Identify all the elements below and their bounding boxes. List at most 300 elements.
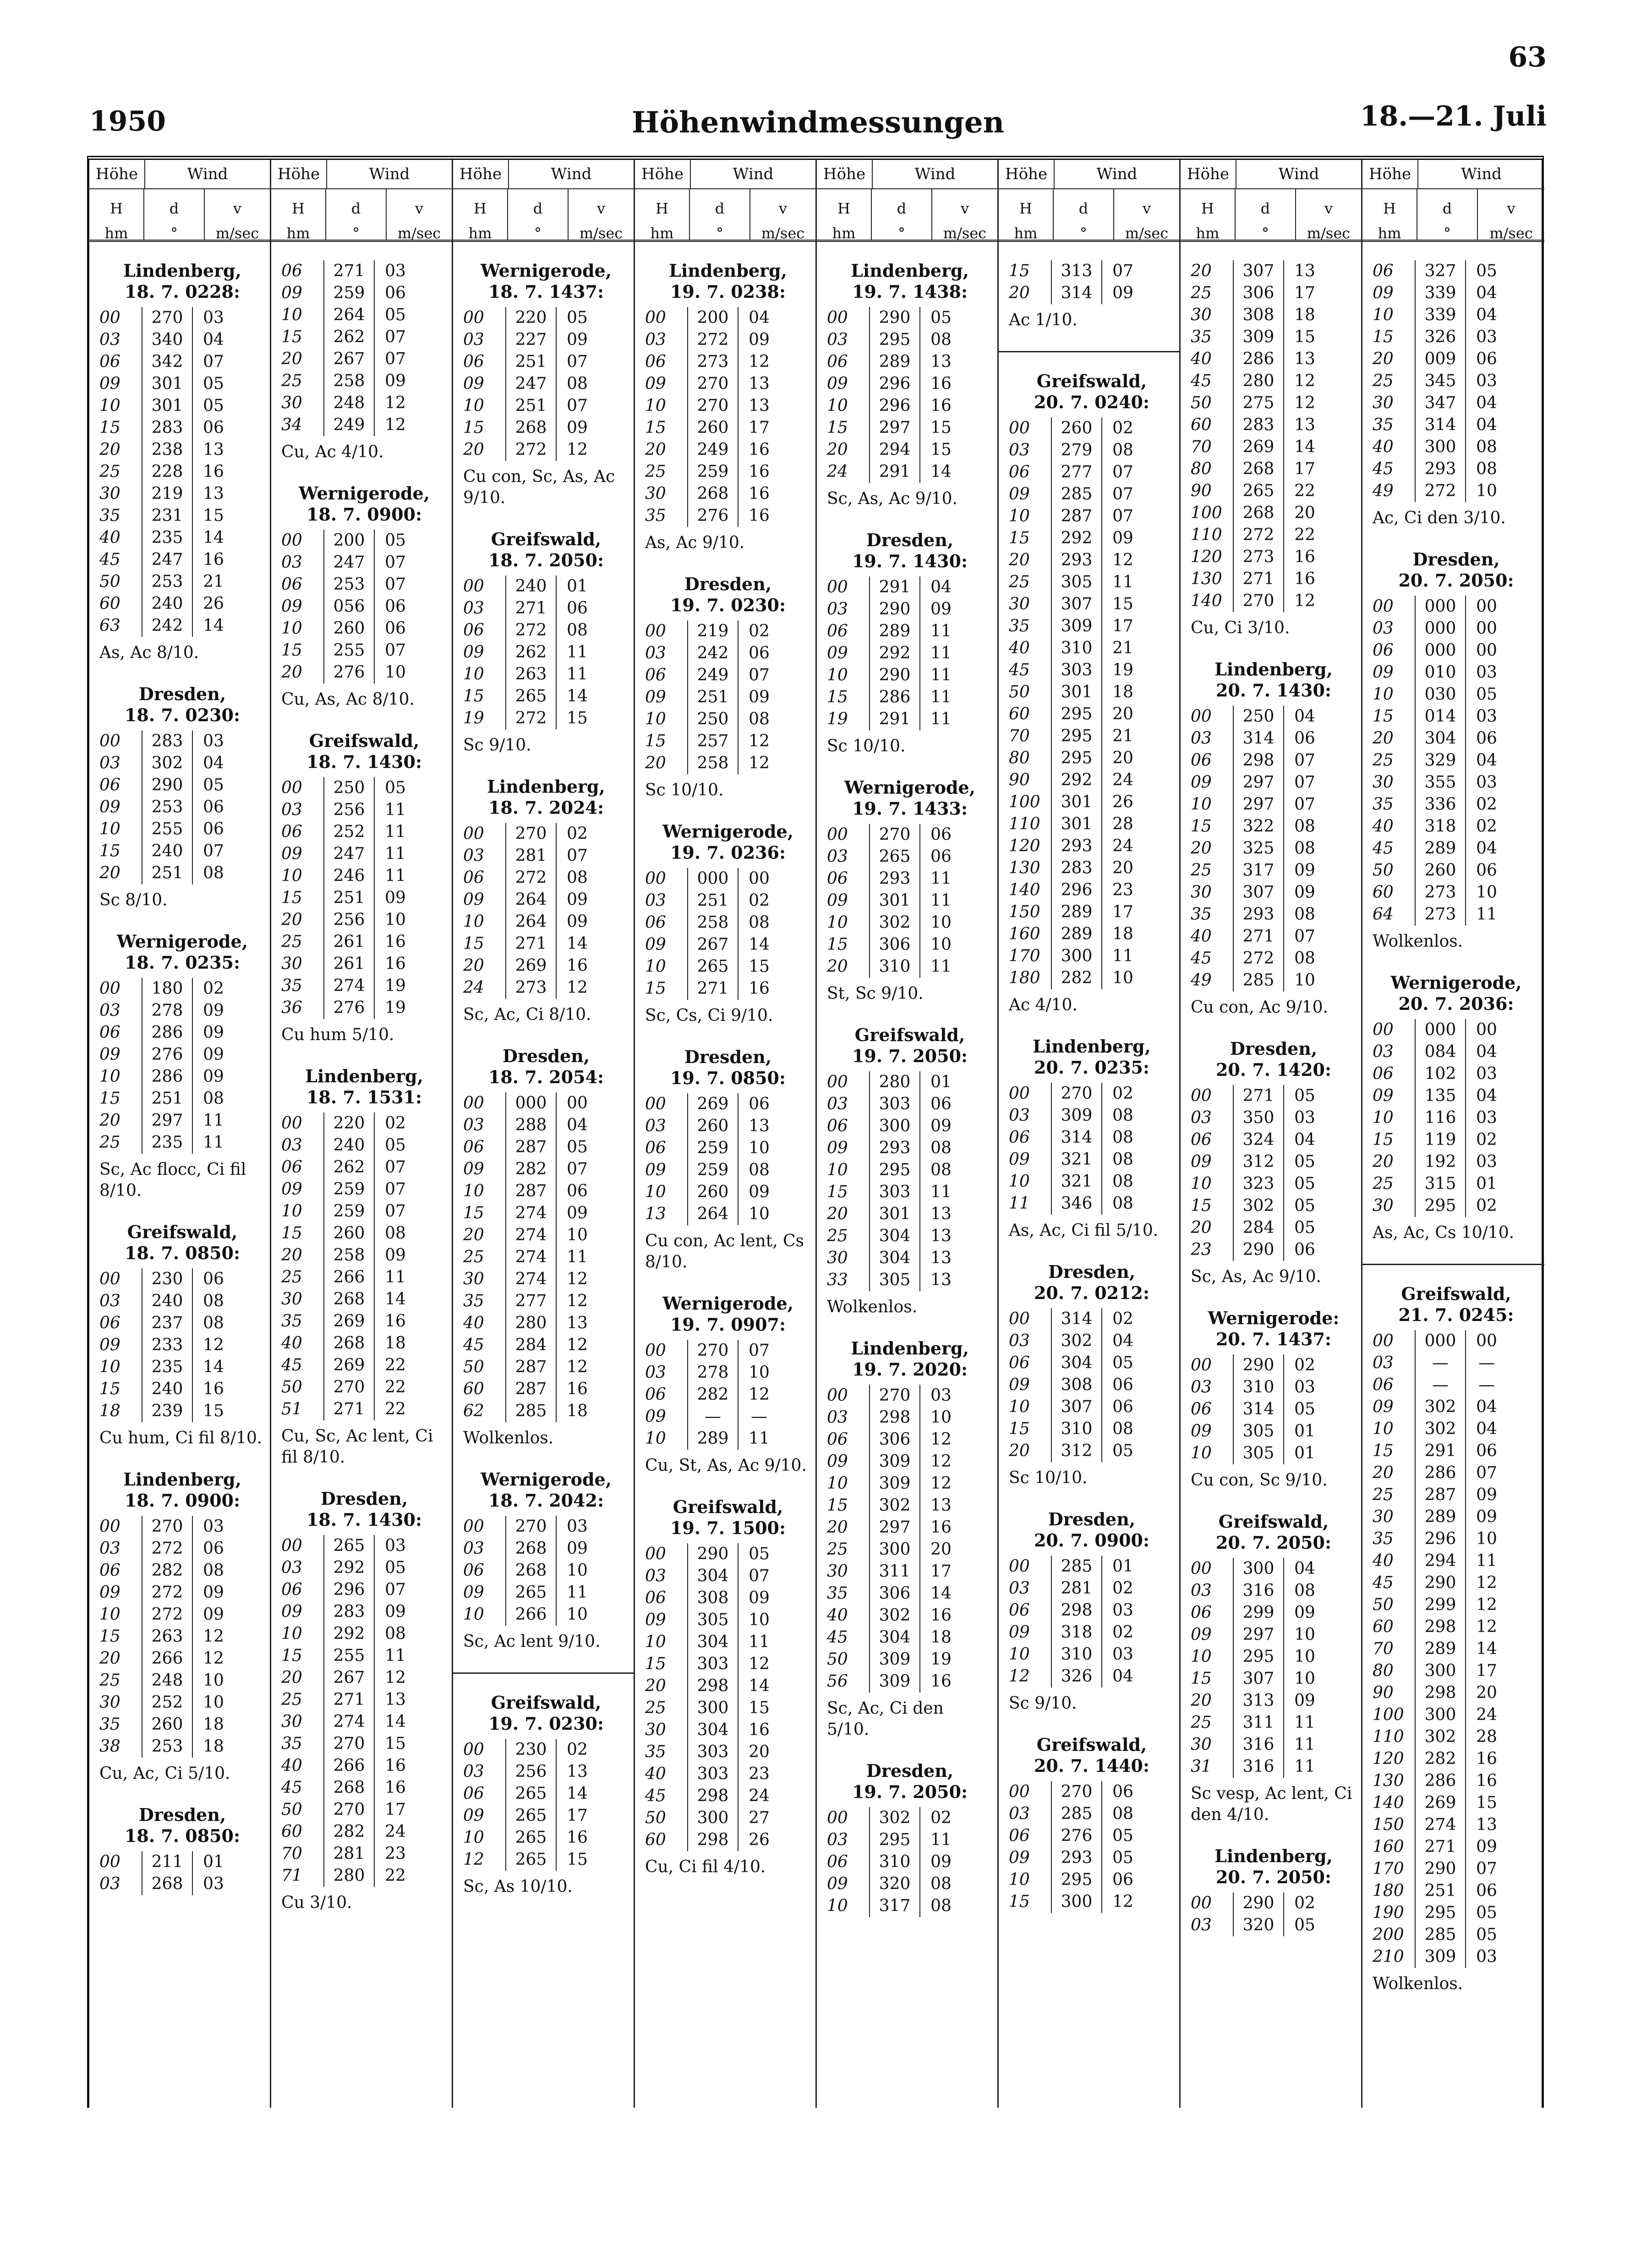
speed-value: 09 [203, 1045, 224, 1064]
direction-value: 292 [323, 1557, 375, 1579]
height-value: 20 [1009, 284, 1030, 302]
table-row [281, 975, 447, 997]
height-value: 03 [827, 1095, 848, 1113]
direction-value: 258 [323, 370, 375, 392]
height-value: 03 [1373, 1354, 1394, 1372]
direction-value: 311 [869, 1561, 920, 1583]
table-row [1009, 1149, 1175, 1171]
table-row [463, 1560, 629, 1582]
speed-value: 06 [1112, 1398, 1133, 1416]
direction-value: 265 [505, 1783, 557, 1805]
height-value: 00 [645, 1341, 666, 1360]
direction-value: 287 [505, 1136, 557, 1158]
speed-value: 04 [203, 754, 224, 773]
station-name: Greifswald, [673, 1496, 783, 1517]
speed-value: 09 [749, 330, 770, 349]
direction-value: 311 [1233, 1712, 1284, 1734]
table-row [1009, 282, 1175, 304]
speed-value: 08 [930, 330, 952, 349]
direction-value: 282 [687, 1384, 738, 1406]
table-row [281, 1157, 447, 1179]
height-value: 03 [1191, 1916, 1212, 1935]
direction-value: 315 [1415, 1173, 1466, 1195]
speed-value: 16 [749, 484, 770, 503]
height-value: 30 [827, 1249, 848, 1267]
direction-value: 240 [142, 840, 193, 862]
table-row [281, 640, 447, 662]
speed-value: 18 [203, 1737, 224, 1756]
speed-value: 12 [567, 1336, 588, 1354]
height-value: 06 [645, 1385, 666, 1404]
height-value: 03 [827, 1408, 848, 1427]
table-row [99, 1400, 265, 1422]
table-row [99, 1066, 265, 1088]
table-row [281, 1135, 447, 1157]
direction-value: 276 [687, 505, 738, 527]
direction-value: 336 [1415, 794, 1466, 816]
column-body [635, 242, 815, 2108]
height-value: 15 [99, 1380, 120, 1398]
height-value: 09 [827, 374, 848, 393]
header-ms-label: m/sec [1489, 225, 1533, 242]
speed-value: 00 [1476, 597, 1497, 616]
direction-value: 259 [687, 461, 738, 483]
table-row [463, 1246, 629, 1268]
table-row [645, 890, 811, 912]
height-value: 15 [1191, 1196, 1212, 1215]
table-row [281, 1777, 447, 1799]
direction-value: 180 [142, 978, 193, 1000]
speed-value: 07 [385, 328, 406, 346]
header-degree-label: ° [1080, 225, 1087, 242]
speed-value: 16 [749, 506, 770, 525]
height-value: 03 [1373, 619, 1394, 638]
speed-value: 08 [1112, 1804, 1133, 1823]
direction-value: 246 [323, 865, 375, 887]
speed-value: 12 [385, 394, 406, 412]
direction-value: 272 [1415, 480, 1466, 502]
height-value: 15 [463, 934, 484, 953]
speed-value: 09 [567, 418, 588, 437]
station-name: Wernigerode, [117, 931, 248, 952]
speed-value: 13 [203, 440, 224, 459]
direction-value: 247 [323, 843, 375, 865]
table-row [1191, 1756, 1357, 1778]
table-row [827, 1649, 993, 1671]
height-value: 03 [463, 599, 484, 618]
height-value: 00 [281, 778, 302, 797]
measurement-block [827, 530, 993, 757]
height-value: 03 [1009, 1332, 1030, 1350]
height-value: 15 [1191, 1669, 1212, 1688]
direction-value: 301 [142, 373, 193, 395]
direction-value: 274 [505, 1268, 557, 1290]
table-row [1191, 1376, 1357, 1398]
station-name: Dresden, [1230, 1038, 1318, 1059]
height-value: 35 [1373, 416, 1394, 434]
height-value: 09 [1191, 1152, 1212, 1171]
height-value: 45 [281, 1356, 302, 1375]
table-row [463, 1180, 629, 1202]
height-value: 30 [281, 394, 302, 412]
header-degree-label: ° [1444, 225, 1451, 242]
speed-value: 02 [1112, 1579, 1133, 1598]
direction-value: 248 [142, 1670, 193, 1692]
speed-value: 05 [1112, 1826, 1133, 1845]
table-row [99, 1268, 265, 1290]
direction-value: 296 [869, 373, 920, 395]
height-value: 10 [463, 1828, 484, 1847]
speed-value: 06 [203, 418, 224, 437]
height-value: 09 [827, 1452, 848, 1471]
direction-value: 285 [1233, 970, 1284, 992]
height-value: 10 [1009, 507, 1030, 526]
direction-value: 267 [323, 1667, 375, 1689]
speed-value: 07 [749, 1341, 770, 1360]
direction-value: 268 [505, 417, 557, 439]
table-row [645, 461, 811, 483]
direction-value: 302 [869, 1495, 920, 1517]
table-row [1373, 662, 1540, 684]
table-row [645, 1159, 811, 1181]
height-value: 20 [99, 864, 120, 883]
header-hoehe: Höhe [1181, 160, 1236, 188]
column-body [1362, 242, 1544, 2108]
height-value: 20 [645, 754, 666, 773]
direction-value: 298 [1415, 1682, 1466, 1704]
speed-value: 23 [385, 1844, 406, 1863]
table-row [1009, 637, 1175, 659]
direction-value: 297 [869, 417, 920, 439]
direction-value: 314 [1051, 1308, 1102, 1330]
table-row [99, 1110, 265, 1132]
speed-value: 24 [385, 1822, 406, 1841]
height-value: 06 [463, 1561, 484, 1580]
height-value: 20 [281, 350, 302, 368]
direction-value: 274 [505, 1246, 557, 1268]
table-row [827, 461, 993, 483]
direction-value: 271 [323, 1689, 375, 1711]
table-row [1191, 1646, 1357, 1668]
table-row [281, 1733, 447, 1755]
table-row [1373, 838, 1540, 860]
direction-value: — [1415, 1374, 1466, 1396]
table-row [463, 977, 629, 999]
table-row [1191, 304, 1357, 326]
table-row [1009, 1308, 1175, 1330]
height-value: 10 [1191, 1444, 1212, 1463]
table-row [1191, 728, 1357, 750]
height-value: 35 [1009, 617, 1030, 636]
speed-value: 12 [930, 1452, 952, 1471]
direction-value: 310 [869, 1851, 920, 1873]
speed-value: 03 [1476, 707, 1497, 726]
measurement-datetime: 19. 7. 0238: [670, 281, 786, 302]
table-row [99, 351, 265, 373]
direction-value: 296 [869, 395, 920, 417]
direction-value: 255 [323, 1645, 375, 1667]
direction-value: 307 [1233, 882, 1284, 904]
speed-value: 20 [930, 1540, 952, 1559]
direction-value: 252 [142, 1692, 193, 1714]
speed-value: 10 [1294, 971, 1315, 990]
speed-value: 26 [1112, 793, 1133, 811]
table-row [1009, 1556, 1175, 1578]
table-row [281, 997, 447, 1019]
height-value: 160 [1009, 925, 1040, 943]
height-value: 00 [463, 577, 484, 596]
height-value: 45 [463, 1336, 484, 1354]
direction-value: 293 [1233, 904, 1284, 926]
table-row [281, 1711, 447, 1733]
speed-value: 05 [1476, 1903, 1497, 1922]
height-value: 35 [645, 1743, 666, 1761]
height-value: 25 [99, 1133, 120, 1152]
table-row [281, 1623, 447, 1645]
speed-value: 20 [1294, 504, 1315, 522]
height-value: 20 [645, 1677, 666, 1695]
height-value: 09 [1373, 284, 1394, 302]
table-row [1373, 1396, 1540, 1418]
speed-value: 12 [567, 1292, 588, 1310]
measurement-block [99, 260, 265, 663]
table-row [463, 576, 629, 598]
direction-value: 268 [323, 1288, 375, 1310]
table-row [645, 1384, 811, 1406]
measurement-datetime: 19. 7. 1438: [852, 281, 968, 302]
direction-value: 307 [1233, 1668, 1284, 1690]
header-speed-unit [932, 189, 997, 240]
header-h-label: H [110, 200, 123, 217]
height-value: 06 [1191, 751, 1212, 770]
height-value: 03 [827, 1831, 848, 1849]
direction-value: 296 [323, 1579, 375, 1601]
column-header-top [453, 160, 634, 189]
direction-value: 306 [869, 934, 920, 956]
speed-value: 23 [1112, 881, 1133, 899]
measurement-datetime: 19. 7. 0907: [670, 1314, 786, 1335]
direction-value: 270 [687, 395, 738, 417]
direction-value: — [1415, 1352, 1466, 1374]
height-value: 10 [99, 1067, 120, 1086]
height-value: 00 [281, 531, 302, 550]
height-value: 20 [463, 440, 484, 459]
table-row [645, 329, 811, 351]
measurement-datetime: 21. 7. 0245: [1398, 1305, 1514, 1325]
direction-value: 303 [687, 1763, 738, 1785]
speed-value: 12 [1294, 394, 1315, 412]
speed-value: 08 [930, 1139, 952, 1157]
speed-value: 20 [749, 1743, 770, 1761]
table-row [645, 1697, 811, 1719]
height-value: 03 [1009, 1804, 1030, 1823]
direction-value: 305 [1233, 1442, 1284, 1464]
direction-value: 286 [869, 686, 920, 708]
table-row [99, 752, 265, 774]
height-value: 40 [99, 528, 120, 547]
table-row [1191, 1085, 1357, 1107]
cloud-note: Wolkenlos. [463, 1429, 554, 1447]
table-row [463, 1761, 629, 1783]
direction-value: 301 [1051, 791, 1102, 813]
measurement-block [827, 777, 993, 1004]
speed-value: 13 [930, 1249, 952, 1267]
speed-value: 12 [385, 416, 406, 434]
height-value: 09 [1191, 1422, 1212, 1441]
direction-value: — [687, 1406, 738, 1428]
table-row [99, 395, 265, 417]
measurement-datetime: 19. 7. 2050: [852, 1046, 968, 1066]
direction-value: 293 [1415, 458, 1466, 480]
block-separator [1362, 1264, 1544, 1265]
height-value: 09 [463, 374, 484, 393]
direction-value: 289 [1415, 838, 1466, 860]
table-row [1373, 1704, 1540, 1726]
height-value: 09 [99, 798, 120, 817]
header-v-label: v [778, 200, 788, 217]
table-row [463, 439, 629, 461]
table-row [463, 845, 629, 867]
table-row [645, 1807, 811, 1829]
speed-value: 10 [1476, 482, 1497, 500]
direction-value: 261 [323, 953, 375, 975]
direction-value: 278 [142, 1000, 193, 1022]
speed-value: 07 [749, 666, 770, 685]
table-row [1191, 1107, 1357, 1129]
table-row [99, 840, 265, 862]
measurement-block [645, 260, 811, 554]
station-name: Greifswald, [1218, 1511, 1329, 1532]
speed-value: 17 [1294, 284, 1315, 302]
cloud-note: As, Ac, Cs 10/10. [1373, 1223, 1515, 1242]
speed-value: 19 [1112, 661, 1133, 680]
height-value: 10 [827, 1897, 848, 1915]
table-row [463, 707, 629, 729]
header-direction-unit [1054, 189, 1114, 240]
speed-value: 03 [1294, 1108, 1315, 1127]
direction-value: 285 [1051, 483, 1102, 505]
speed-value: 06 [203, 798, 224, 817]
height-value: 25 [1009, 573, 1030, 592]
cloud-note: As, Ac 8/10. [99, 643, 199, 662]
table-row [463, 395, 629, 417]
measurement-datetime: 19. 7. 0236: [670, 842, 786, 863]
table-row [1191, 1602, 1357, 1624]
direction-value: 314 [1233, 728, 1284, 750]
cloud-note: Sc 9/10. [1009, 1694, 1077, 1713]
header-h-label: H [292, 200, 305, 217]
speed-value: 08 [1112, 1420, 1133, 1438]
height-value: 30 [645, 1721, 666, 1739]
header-speed-unit [1478, 189, 1544, 240]
table-row [827, 912, 993, 934]
table-row [1373, 1924, 1540, 1946]
height-value: 15 [463, 1204, 484, 1222]
direction-value: 279 [1051, 439, 1102, 461]
speed-value: 01 [1476, 1174, 1497, 1193]
speed-value: 08 [1294, 839, 1315, 858]
speed-value: 11 [930, 869, 952, 888]
height-value: 03 [463, 846, 484, 865]
height-value: 50 [1373, 861, 1394, 880]
speed-value: 07 [1112, 463, 1133, 482]
height-value: 70 [1373, 1639, 1394, 1658]
speed-value: 10 [567, 1226, 588, 1244]
speed-value: 04 [203, 330, 224, 349]
direction-value: 251 [323, 887, 375, 909]
speed-value: 27 [749, 1809, 770, 1827]
direction-value: 273 [1415, 904, 1466, 926]
table-row [1373, 1880, 1540, 1902]
height-value: 09 [463, 1160, 484, 1179]
speed-value: 16 [749, 979, 770, 998]
measurement-block [1191, 260, 1357, 639]
direction-value: 302 [1233, 1195, 1284, 1217]
table-row [281, 953, 447, 975]
direction-value: 285 [1051, 1556, 1102, 1578]
speed-value: 14 [1294, 438, 1315, 456]
table-row [281, 1601, 447, 1623]
direction-value: 316 [1233, 1734, 1284, 1756]
height-value: 00 [281, 1536, 302, 1555]
height-value: 00 [99, 1270, 120, 1288]
height-value: 30 [281, 954, 302, 973]
speed-value: 05 [1294, 1196, 1315, 1215]
header-v-label: v [1142, 200, 1151, 217]
table-row [1009, 1644, 1175, 1666]
measurement-block [1009, 1261, 1175, 1489]
height-value: 63 [99, 616, 120, 635]
speed-value: 14 [203, 616, 224, 635]
direction-value: 272 [505, 619, 557, 641]
measurement-block [645, 574, 811, 801]
direction-value: 251 [505, 351, 557, 373]
speed-value: 16 [567, 1380, 588, 1398]
height-value: 35 [281, 976, 302, 995]
speed-value: 07 [1294, 795, 1315, 814]
speed-value: 07 [567, 846, 588, 865]
direction-value: 260 [1415, 860, 1466, 882]
direction-value: 275 [1233, 392, 1284, 414]
table-row [1373, 1572, 1540, 1594]
direction-value: 325 [1233, 838, 1284, 860]
table-row [645, 1653, 811, 1675]
column-header-units [271, 189, 452, 242]
direction-value: 292 [1051, 769, 1102, 791]
table-row [827, 1429, 993, 1451]
height-value: 09 [645, 935, 666, 954]
table-row [99, 978, 265, 1000]
table-row [1009, 1781, 1175, 1803]
table-row [281, 282, 447, 304]
direction-value: 292 [323, 1623, 375, 1645]
height-value: 15 [1009, 529, 1030, 548]
cloud-note: Ac, Ci den 3/10. [1373, 509, 1506, 527]
height-value: 45 [1009, 661, 1030, 680]
table-row [281, 1288, 447, 1310]
direction-value: 271 [505, 933, 557, 955]
direction-value: 276 [323, 662, 375, 684]
height-value: 62 [463, 1402, 484, 1420]
direction-value: 000 [1415, 596, 1466, 618]
direction-value: 290 [687, 1543, 738, 1565]
table-row [1009, 1825, 1175, 1847]
station-name: Greifswald, [854, 1025, 965, 1045]
speed-value: 11 [567, 643, 588, 662]
direction-value: 265 [323, 1535, 375, 1557]
table-row [1373, 728, 1540, 750]
table-row [1373, 1726, 1540, 1748]
